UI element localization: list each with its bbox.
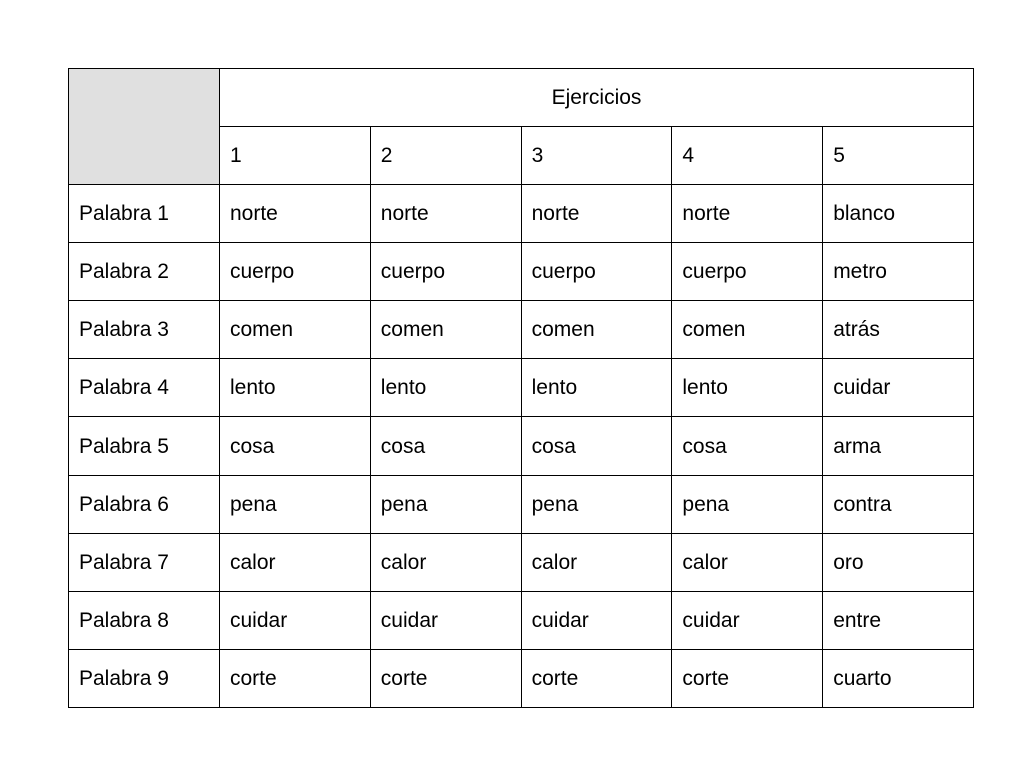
row-label: Palabra 2 <box>69 243 220 301</box>
table-cell: calor <box>370 533 521 591</box>
row-label: Palabra 1 <box>69 185 220 243</box>
table-cell: cuidar <box>220 591 371 649</box>
table-row <box>69 591 974 649</box>
table-row <box>69 649 974 707</box>
column-header-3: 3 <box>521 127 672 185</box>
table-cell: cosa <box>521 417 672 475</box>
column-header-2: 2 <box>370 127 521 185</box>
table-cell: norte <box>521 185 672 243</box>
row-label: Palabra 7 <box>69 533 220 591</box>
table-cell: cuerpo <box>370 243 521 301</box>
table-cell: comen <box>370 301 521 359</box>
table-cell: cuarto <box>823 649 974 707</box>
row-label: Palabra 3 <box>69 301 220 359</box>
table-cell: calor <box>220 533 371 591</box>
table-row <box>69 533 974 591</box>
corner-cell <box>69 69 220 185</box>
table-cell: arma <box>823 417 974 475</box>
table-cell: comen <box>220 301 371 359</box>
table-cell: oro <box>823 533 974 591</box>
table-cell: cuidar <box>521 591 672 649</box>
row-label: Palabra 6 <box>69 475 220 533</box>
table-cell: corte <box>521 649 672 707</box>
table-cell: lento <box>370 359 521 417</box>
row-label: Palabra 5 <box>69 417 220 475</box>
table-cell: lento <box>220 359 371 417</box>
table-cell: corte <box>220 649 371 707</box>
table-cell: calor <box>672 533 823 591</box>
table-cell: corte <box>370 649 521 707</box>
table-row <box>69 475 974 533</box>
table-cell: corte <box>672 649 823 707</box>
table-cell: lento <box>521 359 672 417</box>
table-cell: pena <box>521 475 672 533</box>
table-cell: calor <box>521 533 672 591</box>
table-row <box>69 301 974 359</box>
table-cell: cuidar <box>370 591 521 649</box>
group-header-ejercicios: Ejercicios <box>220 69 974 127</box>
table-cell: norte <box>370 185 521 243</box>
table-cell: pena <box>672 475 823 533</box>
words-table <box>68 68 974 708</box>
table-cell: comen <box>521 301 672 359</box>
table-cell: cosa <box>220 417 371 475</box>
header-row-group <box>69 69 974 127</box>
table-cell: cuidar <box>672 591 823 649</box>
row-label: Palabra 4 <box>69 359 220 417</box>
column-header-1: 1 <box>220 127 371 185</box>
table-cell: comen <box>672 301 823 359</box>
row-label: Palabra 8 <box>69 591 220 649</box>
table-row <box>69 243 974 301</box>
table-cell: norte <box>672 185 823 243</box>
table-cell: cosa <box>370 417 521 475</box>
table-row <box>69 185 974 243</box>
table-cell: cuerpo <box>220 243 371 301</box>
table-row <box>69 417 974 475</box>
table-cell: cuerpo <box>521 243 672 301</box>
table-cell: norte <box>220 185 371 243</box>
row-label: Palabra 9 <box>69 649 220 707</box>
table-cell: metro <box>823 243 974 301</box>
column-header-4: 4 <box>672 127 823 185</box>
table-cell: contra <box>823 475 974 533</box>
table-cell: pena <box>220 475 371 533</box>
table-row <box>69 359 974 417</box>
table-cell: pena <box>370 475 521 533</box>
table-cell: lento <box>672 359 823 417</box>
table-cell: entre <box>823 591 974 649</box>
table-cell: cosa <box>672 417 823 475</box>
column-header-5: 5 <box>823 127 974 185</box>
table-cell: cuerpo <box>672 243 823 301</box>
table-cell: blanco <box>823 185 974 243</box>
table-body <box>69 69 974 708</box>
table-cell: atrás <box>823 301 974 359</box>
table-cell: cuidar <box>823 359 974 417</box>
